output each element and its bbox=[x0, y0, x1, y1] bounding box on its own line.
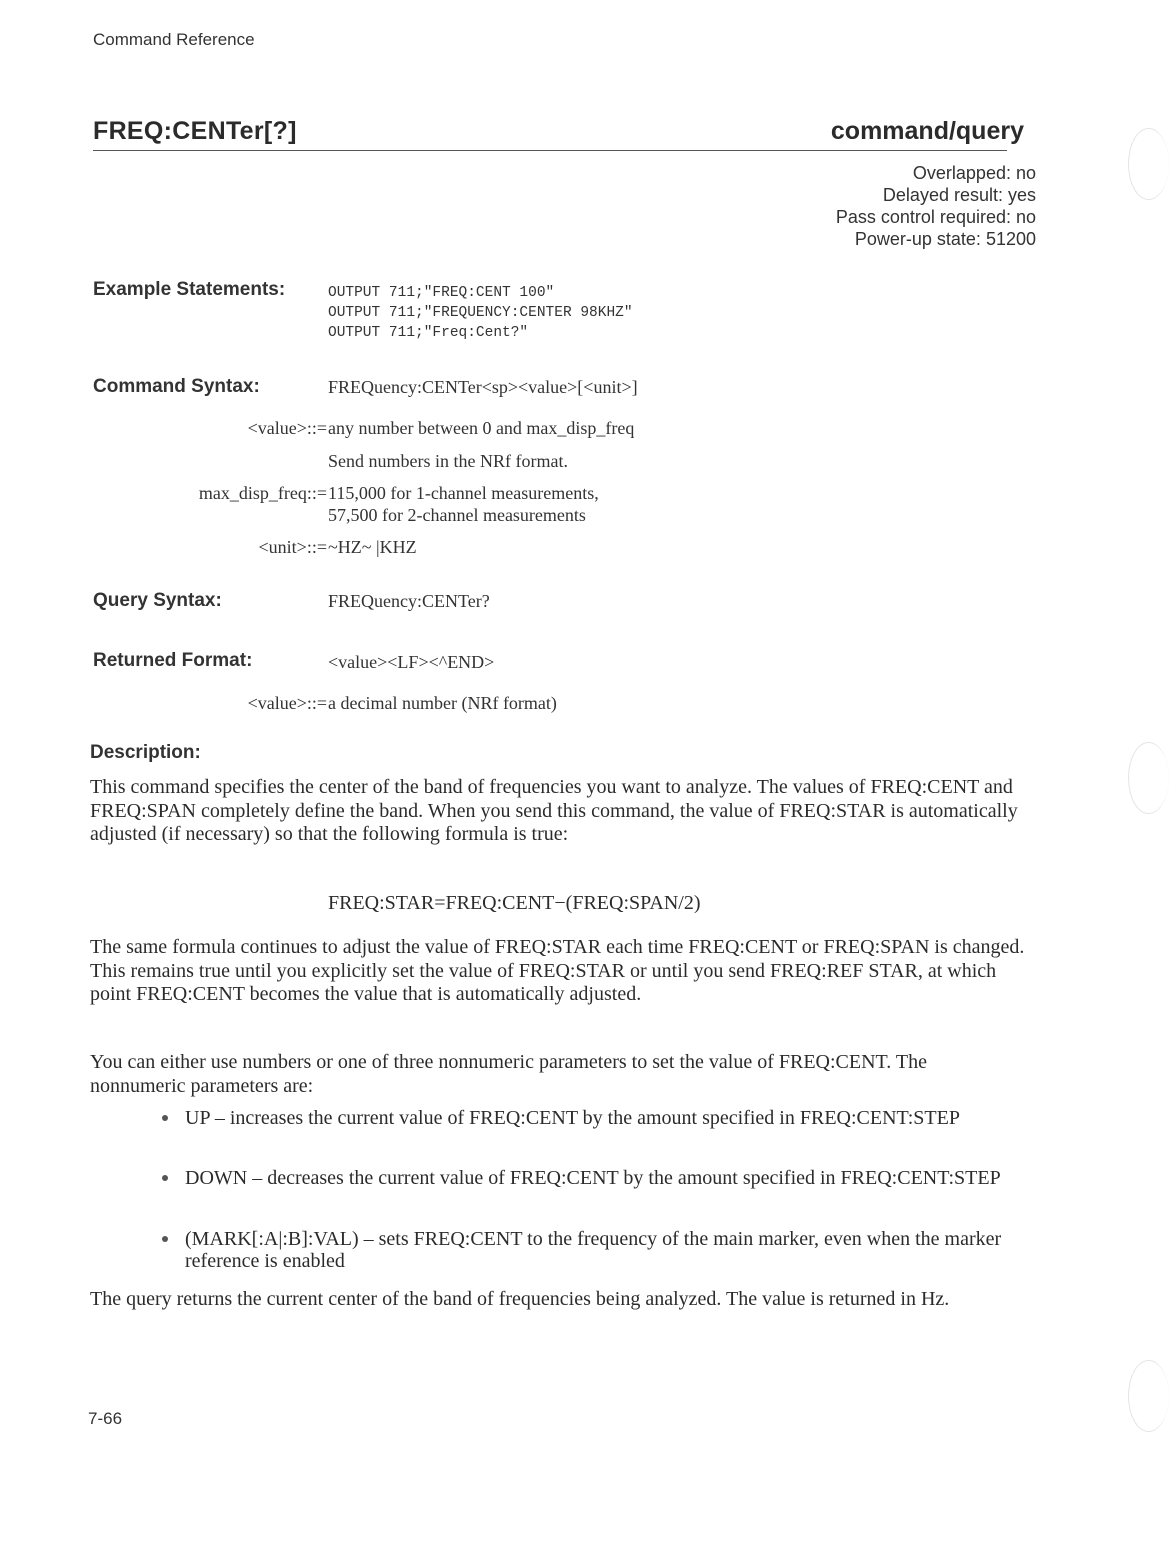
formula: FREQ:STAR=FREQ:CENT−(FREQ:SPAN/2) bbox=[328, 892, 701, 914]
bullet-dot bbox=[162, 1175, 168, 1181]
unit-term: <unit>::= bbox=[258, 537, 327, 557]
description-paragraph-2 bbox=[90, 936, 1025, 1007]
property-delayed-result: Delayed result: yes bbox=[882, 185, 1036, 205]
example-statements-label: Example Statements: bbox=[93, 279, 286, 300]
description-paragraph-3 bbox=[90, 1051, 1025, 1098]
unit-definition: ~HZ~ |KHZ bbox=[328, 537, 417, 557]
properties-block bbox=[836, 162, 1036, 250]
punch-hole bbox=[1128, 1360, 1169, 1432]
description-text: The same formula continues to adjust the value of FREQ:STAR each time FREQ:CENT or FREQ:SPAN is changed. This remains true until you explicitly set the value of FREQ:STAR or until you send FREQ:REF STAR, at which point FREQ:CENT becomes the value that is automatically adjusted. bbox=[90, 936, 1025, 1005]
command-title: FREQ:CENTer[?] bbox=[93, 117, 297, 145]
example-line: OUTPUT 711;"FREQ:CENT 100" bbox=[328, 285, 555, 301]
returned-value-definition: a decimal number (NRf format) bbox=[328, 693, 557, 713]
description-text: This command specifies the center of the band of frequencies you want to analyze. The values of FREQ:CENT and FREQ:SPAN completely define the band. When you send this command, the value of FREQ:STAR is automatically adjusted (if necessary) so that the following formula is true: bbox=[90, 776, 1018, 845]
value-term: <value>::= bbox=[247, 418, 327, 438]
bullet-dot bbox=[162, 1236, 168, 1242]
property-power-up-state: Power-up state: 51200 bbox=[854, 229, 1036, 249]
punch-hole bbox=[1128, 128, 1169, 200]
command-type: command/query bbox=[830, 117, 1024, 145]
example-line: OUTPUT 711;"FREQUENCY:CENTER 98KHZ" bbox=[328, 305, 633, 321]
description-text: You can either use numbers or one of three nonnumeric parameters to set the value of FREQ:CENT. The nonnumeric parameters are: bbox=[90, 1051, 928, 1097]
max-disp-freq-def-2: 57,500 for 2-channel measurements bbox=[328, 505, 586, 525]
max-disp-freq-term: max_disp_freq::= bbox=[198, 483, 327, 503]
returned-format: <value><LF><^END> bbox=[328, 652, 495, 672]
punch-hole bbox=[1128, 742, 1169, 814]
bullet-item-up: UP – increases the current value of FREQ:CENT by the amount specified in FREQ:CENT:STEP bbox=[185, 1107, 960, 1129]
description-paragraph-4 bbox=[90, 1288, 1025, 1312]
description-label: Description: bbox=[90, 742, 201, 763]
returned-value-term: <value>::= bbox=[247, 693, 327, 713]
example-statements bbox=[328, 283, 633, 343]
value-note: Send numbers in the NRf format. bbox=[328, 451, 568, 471]
example-line: OUTPUT 711;"Freq:Cent?" bbox=[328, 325, 529, 341]
title-rule bbox=[93, 150, 1007, 151]
property-pass-control: Pass control required: no bbox=[835, 207, 1036, 227]
command-syntax: FREQuency:CENTer<sp><value>[<unit>] bbox=[328, 377, 638, 397]
description-text: The query returns the current center of the band of frequencies being analyzed. The value is returned in Hz. bbox=[90, 1288, 950, 1310]
value-definition: any number between 0 and max_disp_freq bbox=[328, 418, 635, 438]
query-syntax-label: Query Syntax: bbox=[93, 590, 222, 611]
property-overlapped: Overlapped: no bbox=[912, 163, 1036, 183]
max-disp-freq-def-1: 115,000 for 1-channel measurements, bbox=[328, 483, 599, 503]
query-syntax: FREQuency:CENTer? bbox=[328, 591, 490, 611]
returned-format-label: Returned Format: bbox=[93, 650, 253, 671]
bullet-item-down: DOWN – decreases the current value of FREQ:CENT by the amount specified in FREQ:CENT:STEP bbox=[185, 1167, 1001, 1189]
running-head: Command Reference bbox=[93, 30, 255, 49]
bullet-item-mark: (MARK[:A|:B]:VAL) – sets FREQ:CENT to the frequency of the main marker, even when the marker reference is enabled bbox=[185, 1228, 1002, 1272]
page-number: 7-66 bbox=[88, 1409, 123, 1428]
description-paragraph-1 bbox=[90, 776, 1025, 847]
command-syntax-label: Command Syntax: bbox=[93, 376, 260, 397]
bullet-dot bbox=[162, 1115, 168, 1121]
